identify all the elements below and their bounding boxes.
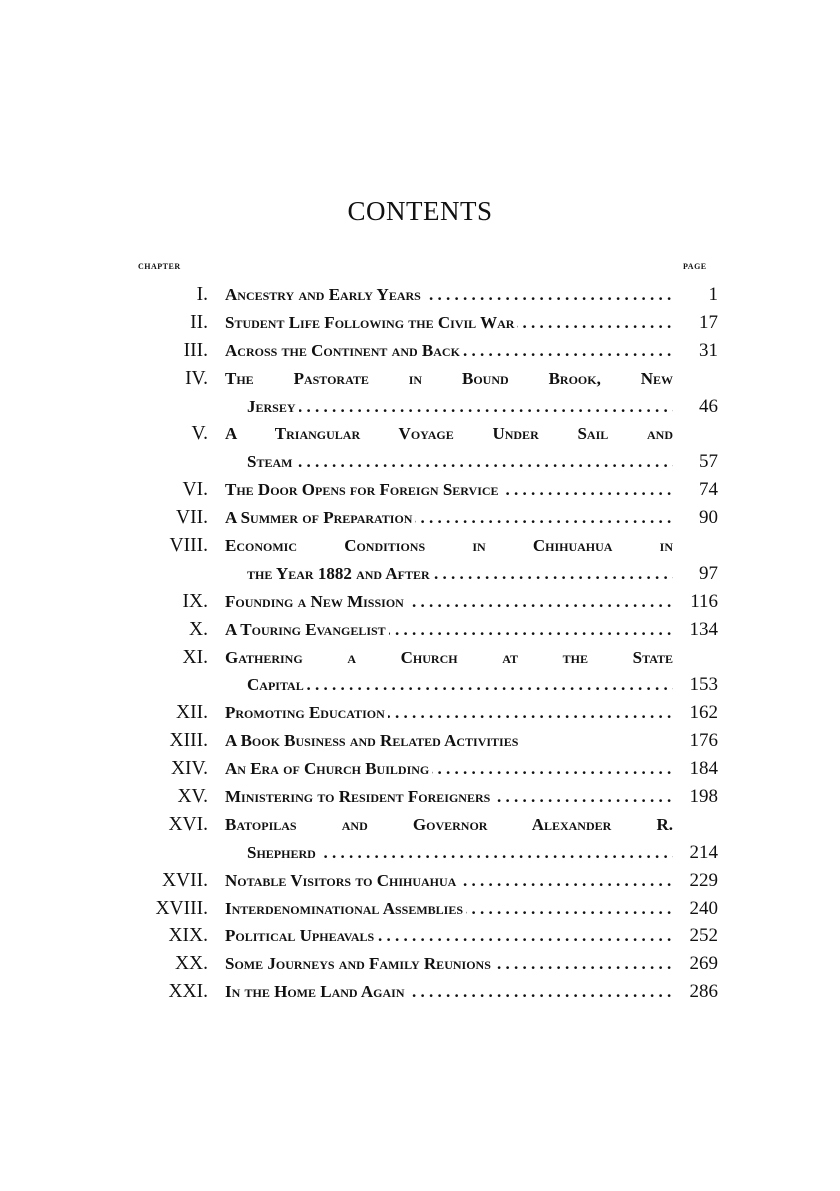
toc-entry-line — [0, 811, 840, 839]
chapter-title-continuation — [247, 839, 673, 867]
toc-entry-line — [0, 504, 840, 532]
chapter-title — [225, 281, 673, 309]
chapter-title: A Triangular Voyage Under Sail and — [225, 424, 673, 444]
page-number: 134 — [689, 618, 718, 640]
page-number: 214 — [689, 841, 718, 863]
chapter-title: Economic Conditions in Chihuahua in — [225, 536, 673, 556]
chapter-title-text: Founding a New Mission — [225, 592, 407, 611]
toc-entry-line — [0, 560, 840, 588]
toc-entry — [0, 420, 840, 476]
chapter-number: I. — [196, 284, 208, 305]
toc-entry-line — [0, 365, 840, 393]
page-title: CONTENTS — [347, 196, 493, 226]
chapter-number: XXI. — [168, 981, 208, 1003]
chapter-number: IV. — [185, 367, 208, 389]
page-number: 153 — [689, 674, 718, 696]
toc-entry — [0, 950, 840, 978]
chapter-number: XX. — [174, 953, 208, 975]
toc-entry-line — [0, 671, 840, 699]
toc-entry-line — [0, 616, 840, 644]
toc-entry — [0, 309, 840, 337]
chapter-title-text: Student Life Following the Civil War — [225, 313, 517, 332]
chapter-number: VII. — [176, 507, 208, 529]
chapter-title — [225, 950, 673, 978]
page-number: 31 — [699, 339, 718, 361]
chapter-title-text: Political Upheavals — [225, 926, 377, 945]
chapter-title-continuation — [247, 560, 673, 588]
toc-entry — [0, 978, 840, 1006]
toc-entry — [0, 727, 840, 755]
page-number: 57 — [699, 451, 718, 473]
chapter-title-text: Shepherd — [247, 843, 319, 862]
page-number: 1 — [708, 284, 718, 305]
chapter-number: XV. — [177, 786, 208, 808]
chapter-number: XI. — [182, 646, 208, 668]
toc-entry-line — [0, 588, 840, 616]
page-number: 269 — [689, 953, 718, 975]
page-number: 97 — [699, 562, 718, 584]
chapter-number: XIV. — [170, 758, 208, 780]
page-number: 176 — [689, 730, 718, 752]
chapter-number: IX. — [182, 590, 208, 612]
toc-entry-line — [0, 950, 840, 978]
page-number: 252 — [689, 925, 718, 947]
chapter-title — [225, 309, 673, 337]
toc-entry-line — [0, 699, 840, 727]
chapter-column-header: CHAPTER — [138, 262, 181, 271]
chapter-title — [225, 699, 673, 727]
toc-entry-line — [0, 281, 840, 309]
chapter-number: II. — [190, 311, 208, 333]
toc-entry — [0, 644, 840, 700]
chapter-number: III. — [183, 339, 208, 361]
chapter-number: XVIII. — [155, 897, 208, 919]
toc-entry — [0, 504, 840, 532]
toc-entry — [0, 476, 840, 504]
chapter-title — [225, 588, 673, 616]
toc-entry-line — [0, 420, 840, 448]
toc-entry — [0, 365, 840, 421]
toc-entry-line — [0, 755, 840, 783]
chapter-title-text: A Book Business and Related Activities — [225, 731, 521, 750]
chapter-title — [225, 727, 673, 755]
page-number: 74 — [699, 479, 718, 501]
toc-entry-line — [0, 895, 840, 923]
chapter-title — [225, 783, 673, 811]
toc-entry-line — [0, 337, 840, 365]
chapter-number: XIX. — [168, 925, 208, 947]
chapter-title — [225, 616, 673, 644]
page-number: 116 — [690, 590, 718, 612]
page-number: 184 — [689, 758, 718, 780]
chapter-title-text: The Door Opens for Foreign Service — [225, 480, 502, 499]
chapter-title-text: Steam — [247, 452, 295, 471]
toc-entry — [0, 337, 840, 365]
toc-entry — [0, 922, 840, 950]
toc-entry-line — [0, 532, 840, 560]
toc-entry-line — [0, 727, 840, 755]
chapter-title-text: Capital — [247, 675, 307, 694]
chapter-title-continuation — [247, 448, 673, 476]
chapter-title-text: A Summer of Preparation — [225, 508, 415, 527]
page-number: 17 — [699, 311, 718, 333]
toc-entry — [0, 616, 840, 644]
chapter-title-text: Ministering to Resident Foreigners — [225, 787, 493, 806]
toc-entry — [0, 588, 840, 616]
chapter-title — [225, 895, 673, 923]
chapter-title — [225, 337, 673, 365]
toc-entry — [0, 281, 840, 309]
toc-entry-line — [0, 476, 840, 504]
chapter-title-continuation — [247, 671, 673, 699]
chapter-number: V. — [191, 423, 208, 445]
toc-entry-line — [0, 644, 840, 672]
chapter-title-continuation — [247, 393, 673, 421]
chapter-title: Gathering a Church at the State — [225, 647, 673, 667]
toc-entry-line — [0, 922, 840, 950]
toc-entry — [0, 811, 840, 867]
toc-entry — [0, 755, 840, 783]
chapter-title — [225, 978, 673, 1006]
page-number: 286 — [689, 981, 718, 1003]
toc-entry-line — [0, 867, 840, 895]
toc-entry-line — [0, 978, 840, 1006]
chapter-title-text: Some Journeys and Family Reunions — [225, 954, 494, 973]
chapter-number: XIII. — [169, 730, 208, 752]
chapter-title: The Pastorate in Bound Brook, New — [225, 368, 673, 388]
chapter-number: XVI. — [168, 813, 208, 835]
toc-entry-line — [0, 448, 840, 476]
toc-entry — [0, 895, 840, 923]
chapter-title — [225, 922, 673, 950]
toc-entry — [0, 699, 840, 727]
chapter-title-text: Ancestry and Early Years — [225, 285, 424, 304]
chapter-number: X. — [189, 618, 208, 640]
chapter-number: XVII. — [161, 869, 208, 891]
chapter-title — [225, 755, 673, 783]
chapter-title-text: Across the Continent and Back — [225, 341, 463, 360]
chapter-title — [225, 476, 673, 504]
toc-entry-line — [0, 309, 840, 337]
page-number: 46 — [699, 395, 718, 417]
page-number: 90 — [699, 507, 718, 529]
chapter-title-text: the Year 1882 and After — [247, 564, 433, 583]
toc-entry — [0, 867, 840, 895]
table-of-contents — [0, 281, 840, 1006]
chapter-title-text: Jersey — [247, 397, 299, 416]
page-number: 198 — [689, 786, 718, 808]
toc-entry-line — [0, 393, 840, 421]
chapter-title-text: An Era of Church Building — [225, 759, 432, 778]
chapter-title — [225, 504, 673, 532]
chapter-title — [225, 867, 673, 895]
chapter-title: Batopilas and Governor Alexander R. — [225, 814, 673, 834]
page-number: 162 — [689, 702, 718, 724]
chapter-number: XII. — [176, 702, 208, 724]
page-number: 240 — [689, 897, 718, 919]
chapter-title-text: Interdenominational Assemblies — [225, 899, 466, 918]
page-number: 229 — [689, 869, 718, 891]
chapter-title-text: Notable Visitors to Chihuahua — [225, 871, 459, 890]
toc-entry-line — [0, 783, 840, 811]
chapter-title-text: A Touring Evangelist — [225, 620, 389, 639]
toc-entry-line — [0, 839, 840, 867]
chapter-number: VI. — [182, 479, 208, 501]
chapter-title-text: In the Home Land Again — [225, 982, 408, 1001]
chapter-title-text: Promoting Education — [225, 703, 388, 722]
chapter-number: VIII. — [169, 535, 208, 557]
toc-entry — [0, 532, 840, 588]
toc-entry — [0, 783, 840, 811]
page-column-header: PAGE — [683, 262, 707, 271]
